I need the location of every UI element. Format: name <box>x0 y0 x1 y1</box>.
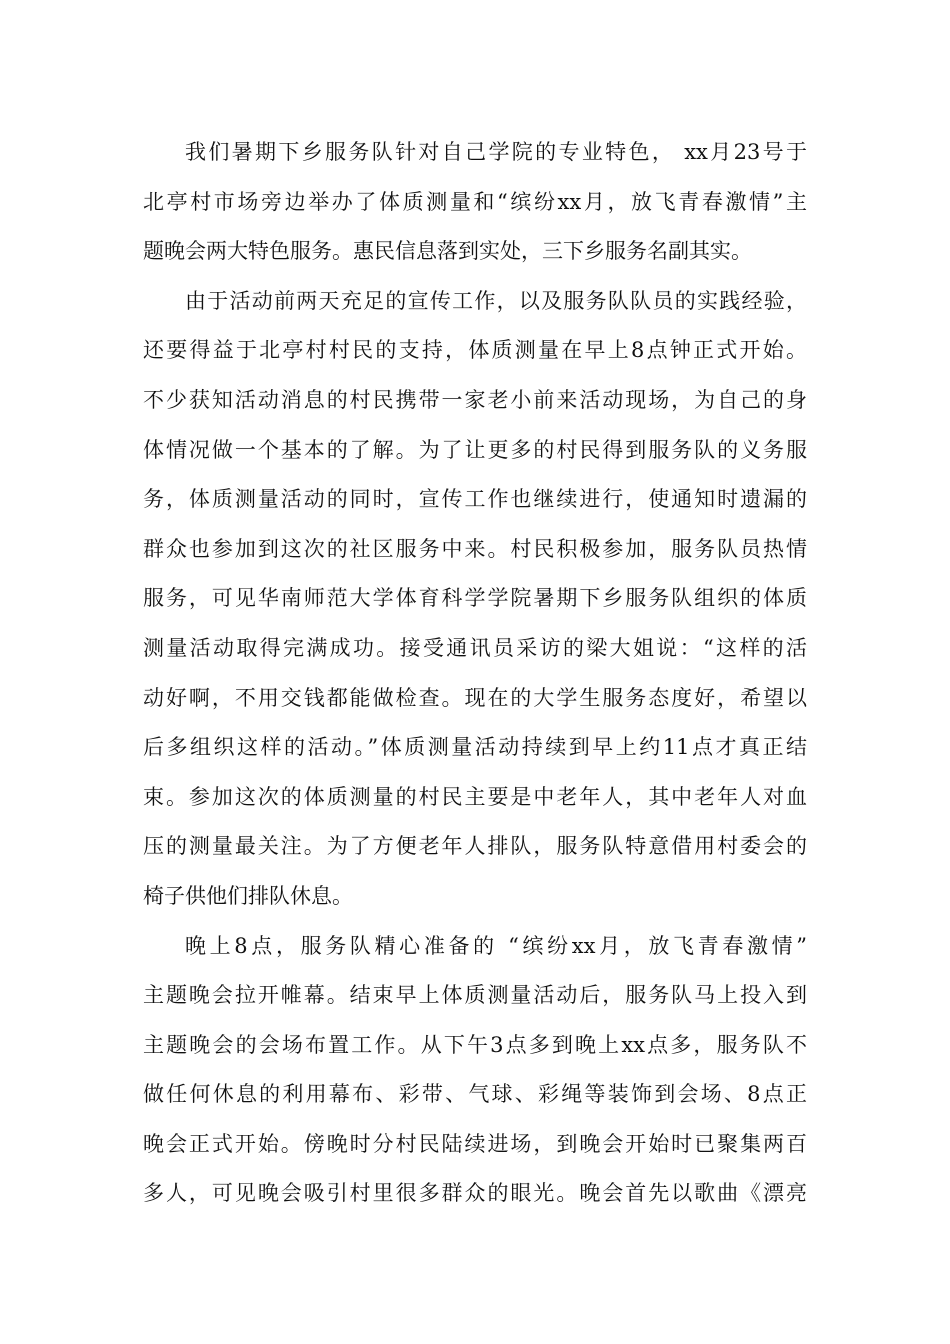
paragraph-3-line-2: 主题晚会拉开帷幕。结束早上体质测量活动后，服务队马上投入到 <box>143 983 807 1008</box>
paragraph-2-line-4: 体情况做一个基本的了解。为了让更多的村民得到服务队的义务服 <box>143 437 807 462</box>
paragraph-2-line-3: 不少获知活动消息的村民携带一家老小前来活动现场，为自己的身 <box>143 387 807 412</box>
paragraph-3-line-1: 晚上8点，服务队精心准备的 “缤纷xx月，放飞青春激情” <box>185 933 807 958</box>
paragraph-2-line-10: 后多组织这样的活动。”体质测量活动持续到早上约11点才真正结 <box>143 735 807 760</box>
paragraph-2-line-13: 椅子供他们排队休息。 <box>143 883 353 908</box>
paragraph-2-line-8: 测量活动取得完满成功。接受通讯员采访的梁大姐说：“这样的活 <box>143 635 807 660</box>
paragraph-2-line-2: 还要得益于北亭村村民的支持，体质测量在早上8点钟正式开始。 <box>143 338 807 363</box>
paragraph-2-line-5: 务，体质测量活动的同时，宣传工作也继续进行，使通知时遗漏的 <box>143 487 807 512</box>
paragraph-2-line-7: 服务，可见华南师范大学体育科学学院暑期下乡服务队组织的体质 <box>143 586 807 611</box>
paragraph-1-line-2: 北亭村市场旁边举办了体质测量和“缤纷xx月，放飞青春激情”主 <box>143 189 807 214</box>
paragraph-3-line-6: 多人，可见晚会吸引村里很多群众的眼光。晚会首先以歌曲《漂亮 <box>143 1181 807 1206</box>
paragraph-2-line-6: 群众也参加到这次的社区服务中来。村民积极参加，服务队员热情 <box>143 536 807 561</box>
paragraph-2-line-11: 束。参加这次的体质测量的村民主要是中老年人，其中老年人对血 <box>143 784 807 809</box>
paragraph-2-line-12: 压的测量最关注。为了方便老年人排队，服务队特意借用村委会的 <box>143 834 807 859</box>
paragraph-2-line-1: 由于活动前两天充足的宣传工作，以及服务队队员的实践经验， <box>185 288 807 313</box>
paragraph-3-line-5: 晚会正式开始。傍晚时分村民陆续进场，到晚会开始时已聚集两百 <box>143 1131 807 1156</box>
paragraph-1-line-1: 我们暑期下乡服务队针对自己学院的专业特色， xx月23号于 <box>185 140 807 164</box>
paragraph-3-line-3: 主题晚会的会场布置工作。从下午3点多到晚上xx点多，服务队不 <box>143 1032 807 1057</box>
paragraph-1-line-3: 题晚会两大特色服务。惠民信息落到实处，三下乡服务名副其实。 <box>143 239 752 264</box>
paragraph-2-line-9: 动好啊，不用交钱都能做检查。现在的大学生服务态度好，希望以 <box>143 685 807 710</box>
paragraph-3-line-4: 做任何休息的利用幕布、彩带、气球、彩绳等装饰到会场、8点正 <box>143 1082 807 1107</box>
document-body <box>143 128 807 1219</box>
